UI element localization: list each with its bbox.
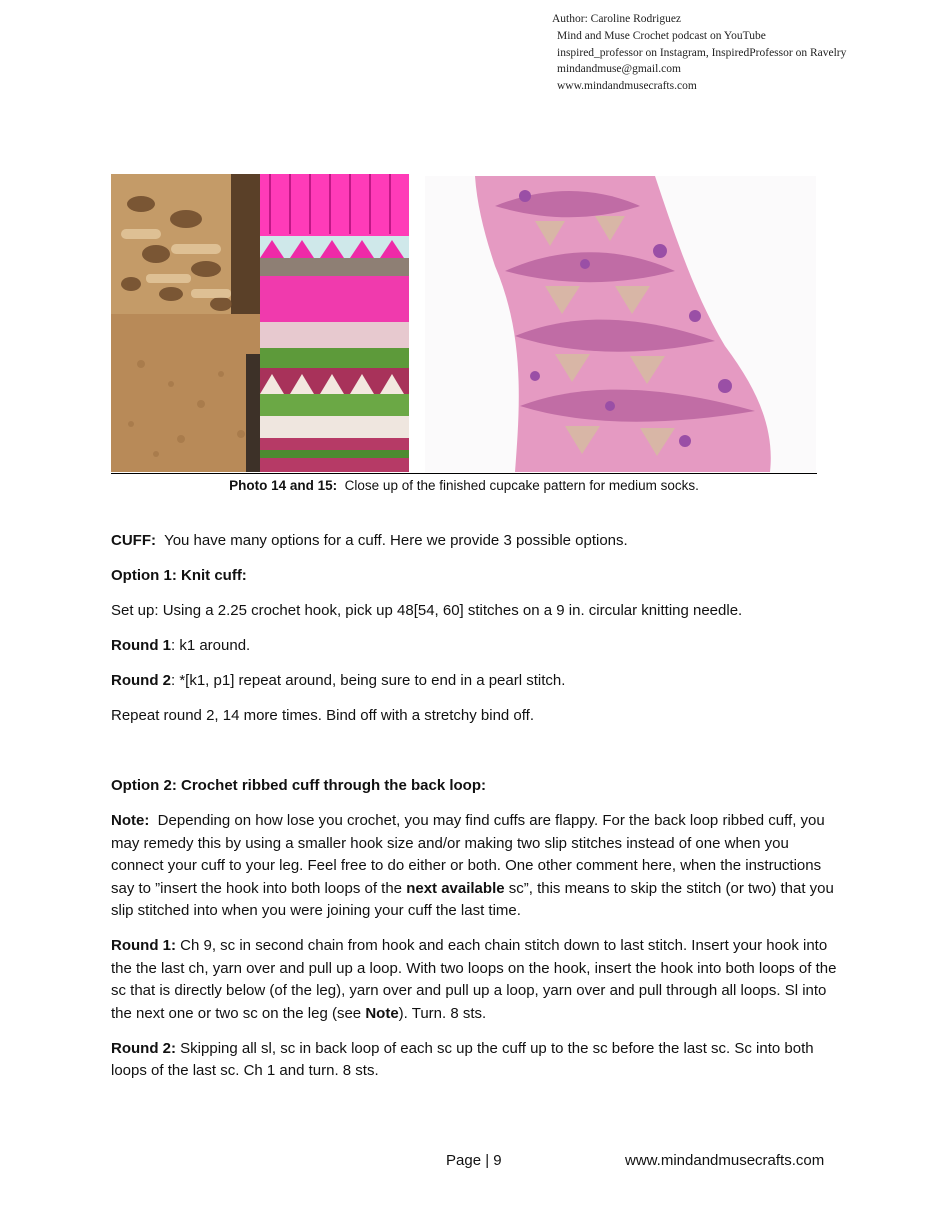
author-line: mindandmuse@gmail.com bbox=[557, 63, 681, 76]
o2-round1-label: Round 1: bbox=[111, 937, 176, 954]
option2-heading bbox=[111, 775, 841, 798]
cuff-text: You have many options for a cuff. Here we provide 3 possible options. bbox=[164, 532, 628, 549]
note-paragraph bbox=[111, 810, 841, 923]
o2-round2 bbox=[111, 1038, 841, 1083]
option2-heading-text: Option 2: Crochet ribbed cuff through the back loop: bbox=[111, 777, 486, 794]
option1-heading-text: Option 1: Knit cuff: bbox=[111, 567, 247, 584]
note-text: Depending on how lose you crochet, you may find cuffs are flappy. For the back loop ribbed cuff, you may remedy this by using a smaller hook size and/or making two slip stitches instead of one when you connect your cuff to your leg. Feel free to do either or both. One other comment here, when the instructions say to ”insert the hook into both loops of the bbox=[111, 812, 825, 897]
o2-round1-bold: Note bbox=[365, 1004, 399, 1022]
caption-text: Close up of the finished cupcake pattern for medium socks. bbox=[344, 478, 699, 493]
o2-round2-label: Round 2: bbox=[111, 1039, 176, 1057]
author-line: Author: Caroline Rodriguez bbox=[552, 13, 682, 25]
photo-striped-sock bbox=[260, 174, 409, 472]
setup-text: Set up: Using a 2.25 crochet hook, pick up 48[54, 60] stitches on a 9 in. circular knitting needle. bbox=[111, 602, 743, 619]
option1-heading bbox=[111, 565, 841, 588]
caption-label: Photo 14 and 15: bbox=[229, 478, 338, 493]
round2-text: : *[k1, p1] repeat around, being sure to end in a pearl stitch. bbox=[171, 672, 566, 689]
author-line: Mind and Muse Crochet podcast on YouTube bbox=[557, 29, 766, 42]
cuff-intro bbox=[111, 530, 841, 553]
note-bold: next available bbox=[406, 879, 505, 897]
round1-text: : k1 around. bbox=[171, 637, 251, 654]
photo-pink-sock bbox=[425, 176, 816, 472]
round1 bbox=[111, 635, 841, 658]
cuff-label: CUFF: bbox=[111, 532, 156, 549]
o2-round1-text: Ch 9, sc in second chain from hook and each chain stitch down to last stitch. Insert your hook into the the last ch, yarn over and pull up a loop. With two loops on the hook, insert the hook into both loops of the sc that is directly below (of the leg), yarn over and pull up a loop, yarn over and pull through all loops. Sl into the next one or two sc on the leg (see bbox=[111, 937, 837, 1022]
round2-label: Round 2 bbox=[111, 672, 171, 689]
footer-website[interactable]: www.mindandmusecrafts.com bbox=[625, 1152, 825, 1169]
round1-label: Round 1 bbox=[111, 637, 171, 654]
o2-round1-text-end: ). Turn. 8 sts. bbox=[398, 1004, 487, 1022]
note-label: Note: bbox=[111, 812, 150, 829]
repeat-text: Repeat round 2, 14 more times. Bind off with a stretchy bind off. bbox=[111, 707, 535, 724]
round2 bbox=[111, 670, 841, 693]
o2-round2-text: Skipping all sl, sc in back loop of each sc up the cuff up to the sc before the last sc. Sc into both loops of the last sc. Ch 1 and turn. 8 sts. bbox=[111, 1039, 814, 1079]
photo-tan-sock bbox=[111, 174, 260, 472]
photo-caption bbox=[111, 478, 817, 493]
author-info bbox=[552, 11, 846, 95]
author-line: www.mindandmusecrafts.com bbox=[557, 80, 697, 93]
main-content bbox=[111, 530, 841, 1083]
o2-round1 bbox=[111, 935, 841, 1025]
page-number: Page | 9 bbox=[446, 1152, 502, 1169]
photo-rule bbox=[111, 473, 817, 474]
author-line: inspired_professor on Instagram, InspiredProfessor on Ravelry bbox=[557, 46, 847, 59]
note-text-end: sc”, this means to skip the stitch (or two) that you slip stitched into when you were joining your cuff the last time. bbox=[111, 879, 834, 919]
